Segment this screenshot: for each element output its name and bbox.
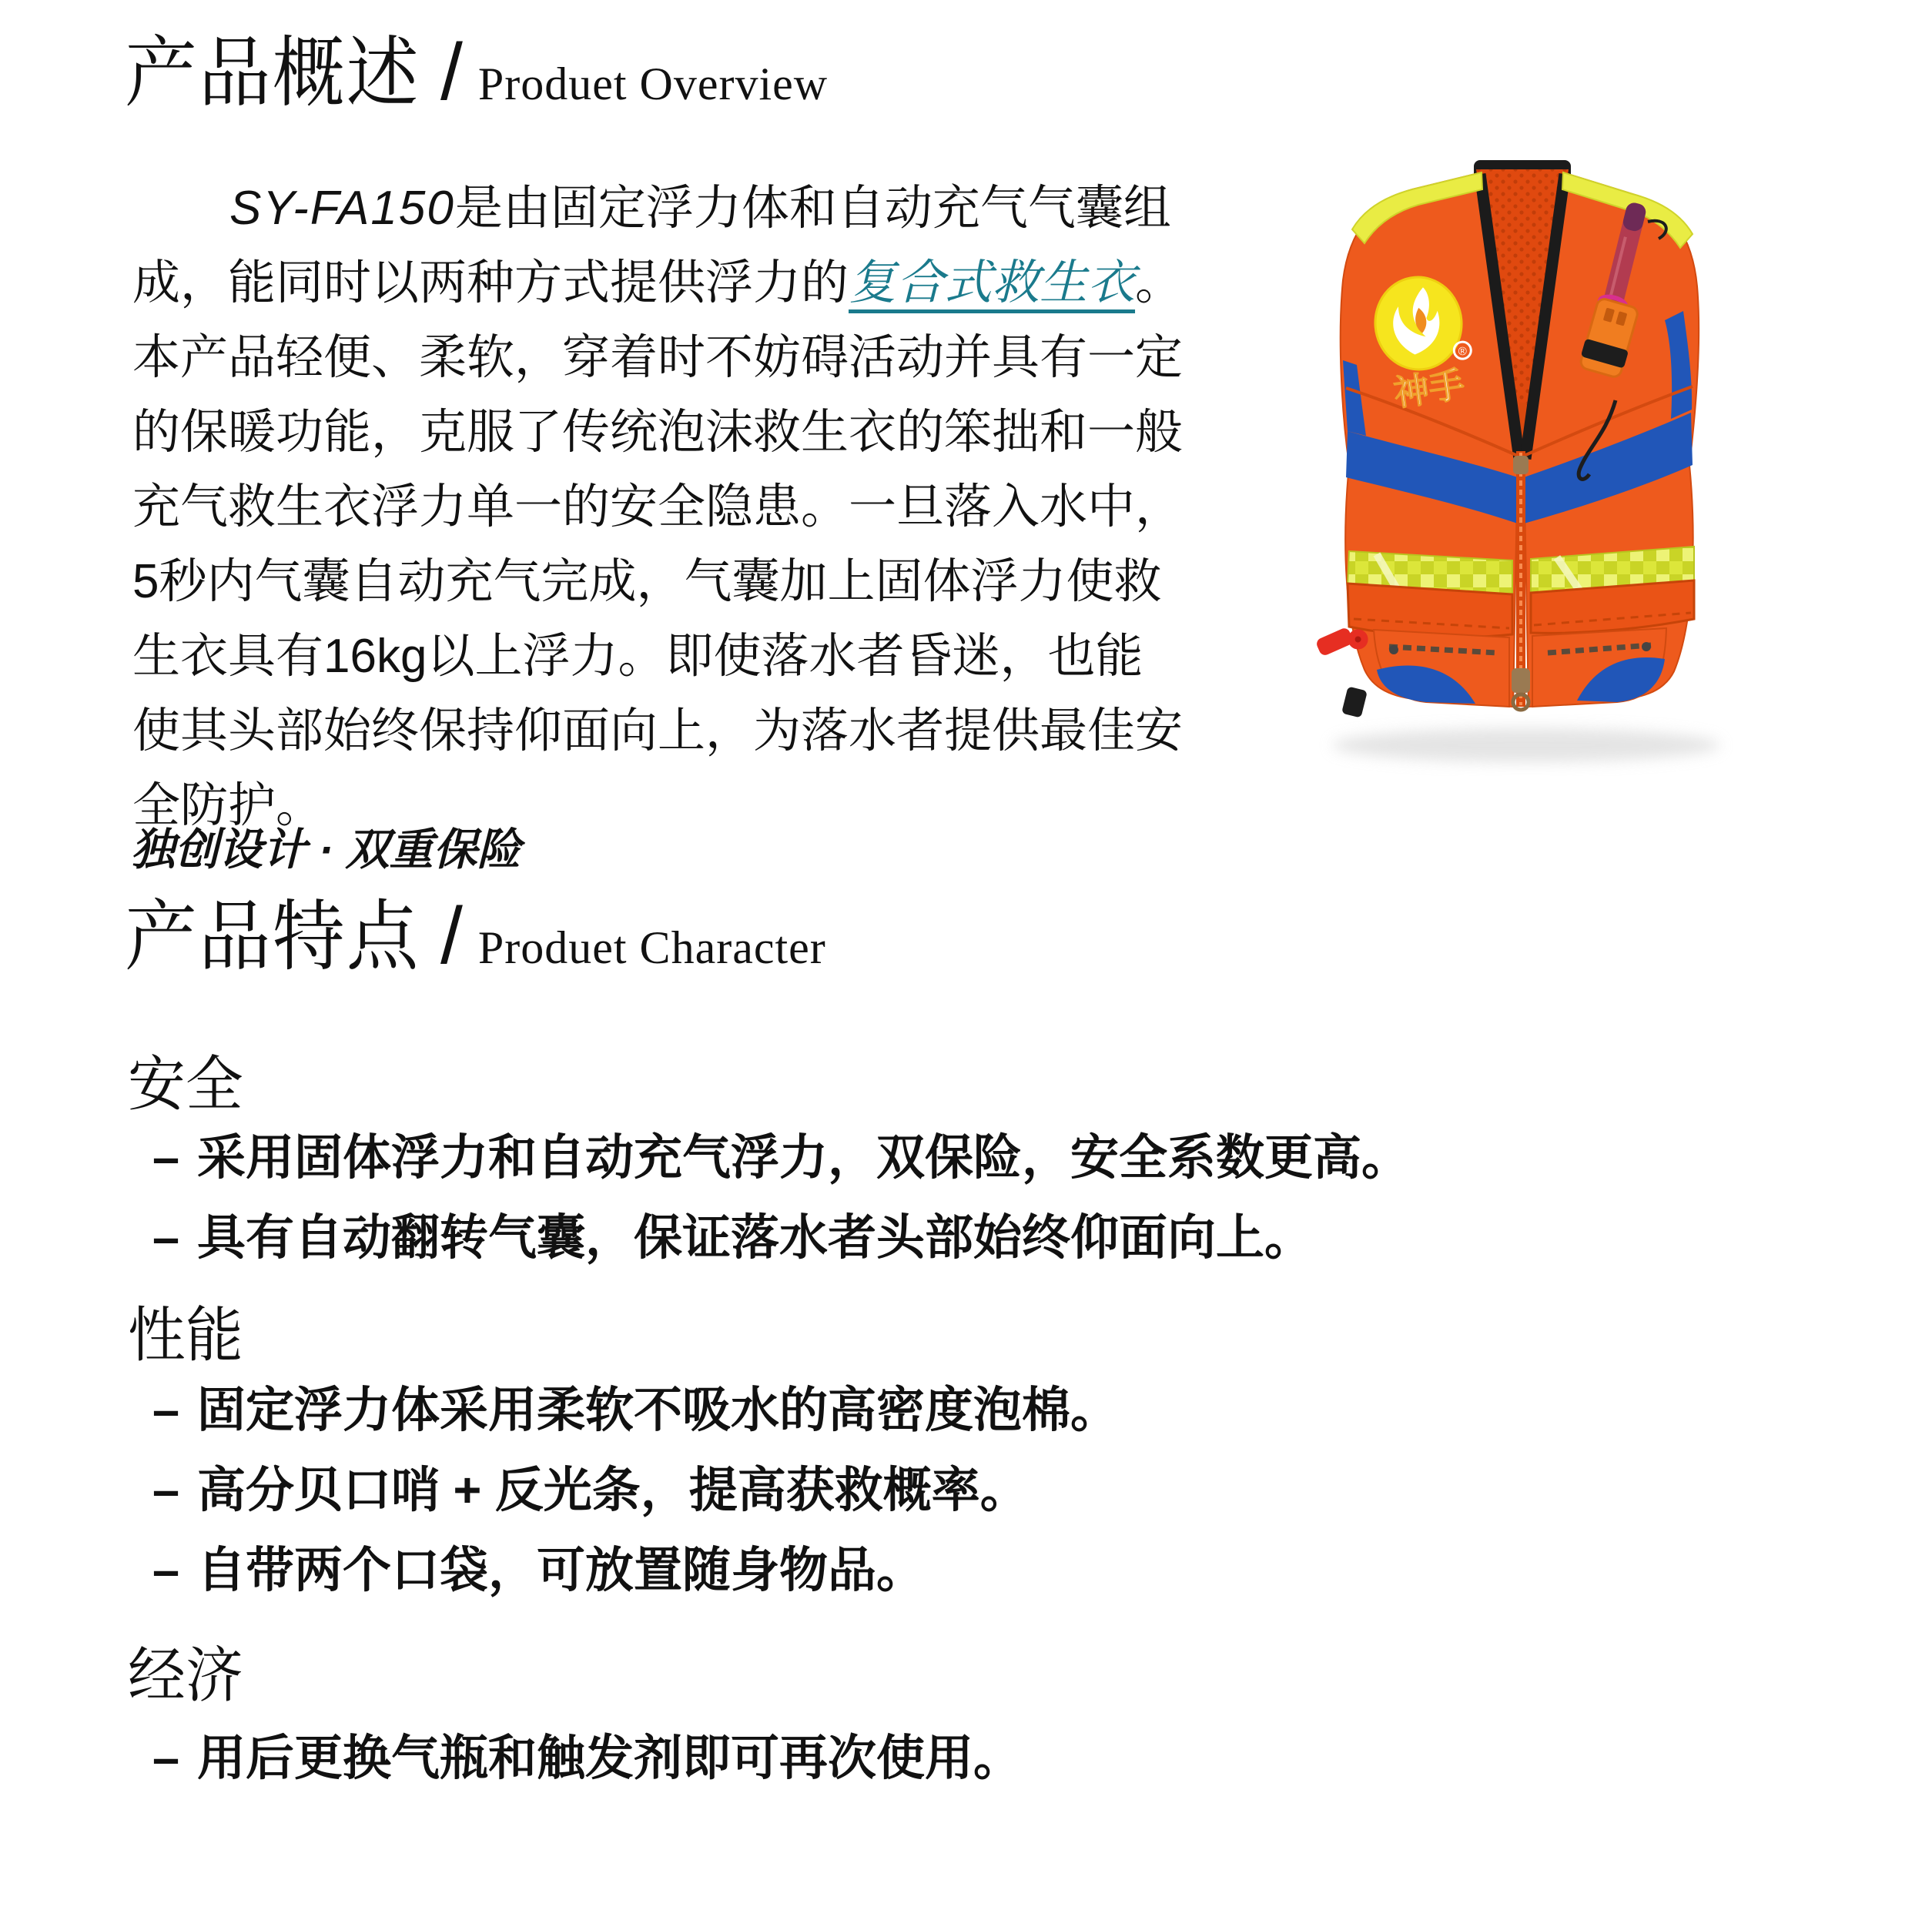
bullet-item (152, 1450, 1119, 1530)
zipper-slider (1512, 668, 1530, 693)
zipper-pull-small (1389, 645, 1398, 654)
paragraph-line: 使其头部始终保持仰面向上，为落水者提供最佳安 (132, 704, 1184, 758)
heading-slash: / (440, 28, 463, 117)
paragraph-line: 的保暖功能，克服了传统泡沫救生衣的笨拙和一般 (132, 406, 1184, 459)
paragraph-line: 5秒内气囊自动充气完成，气囊加上固体浮力使救 (132, 555, 1162, 608)
bullet-dash: – (152, 1731, 180, 1785)
bullet-item (152, 1198, 1410, 1278)
paragraph-line: 充气救生衣浮力单一的安全隐患。一旦落入水中， (132, 480, 1184, 534)
paragraph-text: 是由固定浮力体和自动充气气囊组 (454, 182, 1171, 235)
photo-shadow (1332, 728, 1720, 762)
composite-lifejacket-link[interactable]: 复合式救生衣 (849, 256, 1136, 309)
side-strap-tab (1341, 686, 1368, 718)
bullet-dash: – (152, 1544, 180, 1597)
zipper-slider-top (1513, 456, 1529, 474)
lifejacket-illustration (1303, 129, 1750, 784)
design-tagline: 独创设计 · 双重保险 (131, 825, 521, 875)
section-title-safety: 安全 (128, 1050, 243, 1118)
section-bullets-safety (152, 1118, 1410, 1278)
section-bullets-performance (152, 1370, 1119, 1611)
bullet-dash: – (152, 1211, 180, 1265)
paragraph-line: 全防护。 (132, 779, 324, 832)
overview-paragraph (132, 171, 1183, 843)
overview-heading-en: Produet Overview (477, 59, 829, 109)
logo-brand-text: 神手 (1391, 363, 1468, 414)
bullet-text: 具有自动翻转气囊，保证落水者头部始终仰面向上。 (197, 1211, 1313, 1265)
overview-heading-zh: 产品概述 (125, 30, 420, 116)
section-title-economy: 经济 (128, 1641, 243, 1709)
bullet-text: 用后更换气瓶和触发剂即可再次使用。 (197, 1731, 1022, 1785)
paragraph-text: 成，能同时以两种方式提供浮力的 (132, 256, 849, 309)
overview-heading (125, 28, 829, 117)
paragraph-line (132, 171, 1183, 246)
bullet-dash: – (152, 1463, 180, 1517)
paragraph-line: 生衣具有16kg以上浮力。即使落水者昏迷，也能 (132, 630, 1143, 683)
features-heading-zh: 产品特点 (125, 894, 420, 980)
bullet-text: 高分贝口哨 + 反光条，提高获救概率。 (197, 1463, 1029, 1517)
bullet-item (152, 1530, 1119, 1611)
paragraph-line: 本产品轻便、柔软，穿着时不妨碍活动并具有一定 (132, 331, 1184, 384)
registered-mark: ® (1458, 344, 1468, 359)
section-bullets-economy (152, 1718, 1022, 1798)
bullet-item (152, 1718, 1022, 1798)
bullet-dash: – (152, 1131, 180, 1185)
zipper-pull-small (1642, 642, 1651, 651)
bullet-item (152, 1118, 1410, 1198)
product-photo-lifejacket (1303, 129, 1750, 784)
bullet-text: 固定浮力体采用柔软不吸水的高密度泡棉。 (197, 1383, 1119, 1437)
heading-slash: / (440, 891, 463, 981)
bullet-dash: – (152, 1383, 180, 1437)
features-heading-en: Produet Character (477, 922, 826, 973)
bullet-text: 采用固体浮力和自动充气浮力，双保险，安全系数更高。 (197, 1131, 1410, 1185)
section-title-performance: 性能 (128, 1301, 243, 1369)
bullet-text: 自带两个口袋，可放置随身物品。 (197, 1544, 925, 1597)
paragraph-line (132, 246, 1183, 320)
paragraph-text: 。 (1135, 256, 1184, 309)
model-number: SY-FA150 (229, 182, 455, 235)
pocket-flap-left (1348, 584, 1512, 637)
features-heading (125, 891, 826, 981)
bullet-item (152, 1370, 1119, 1450)
